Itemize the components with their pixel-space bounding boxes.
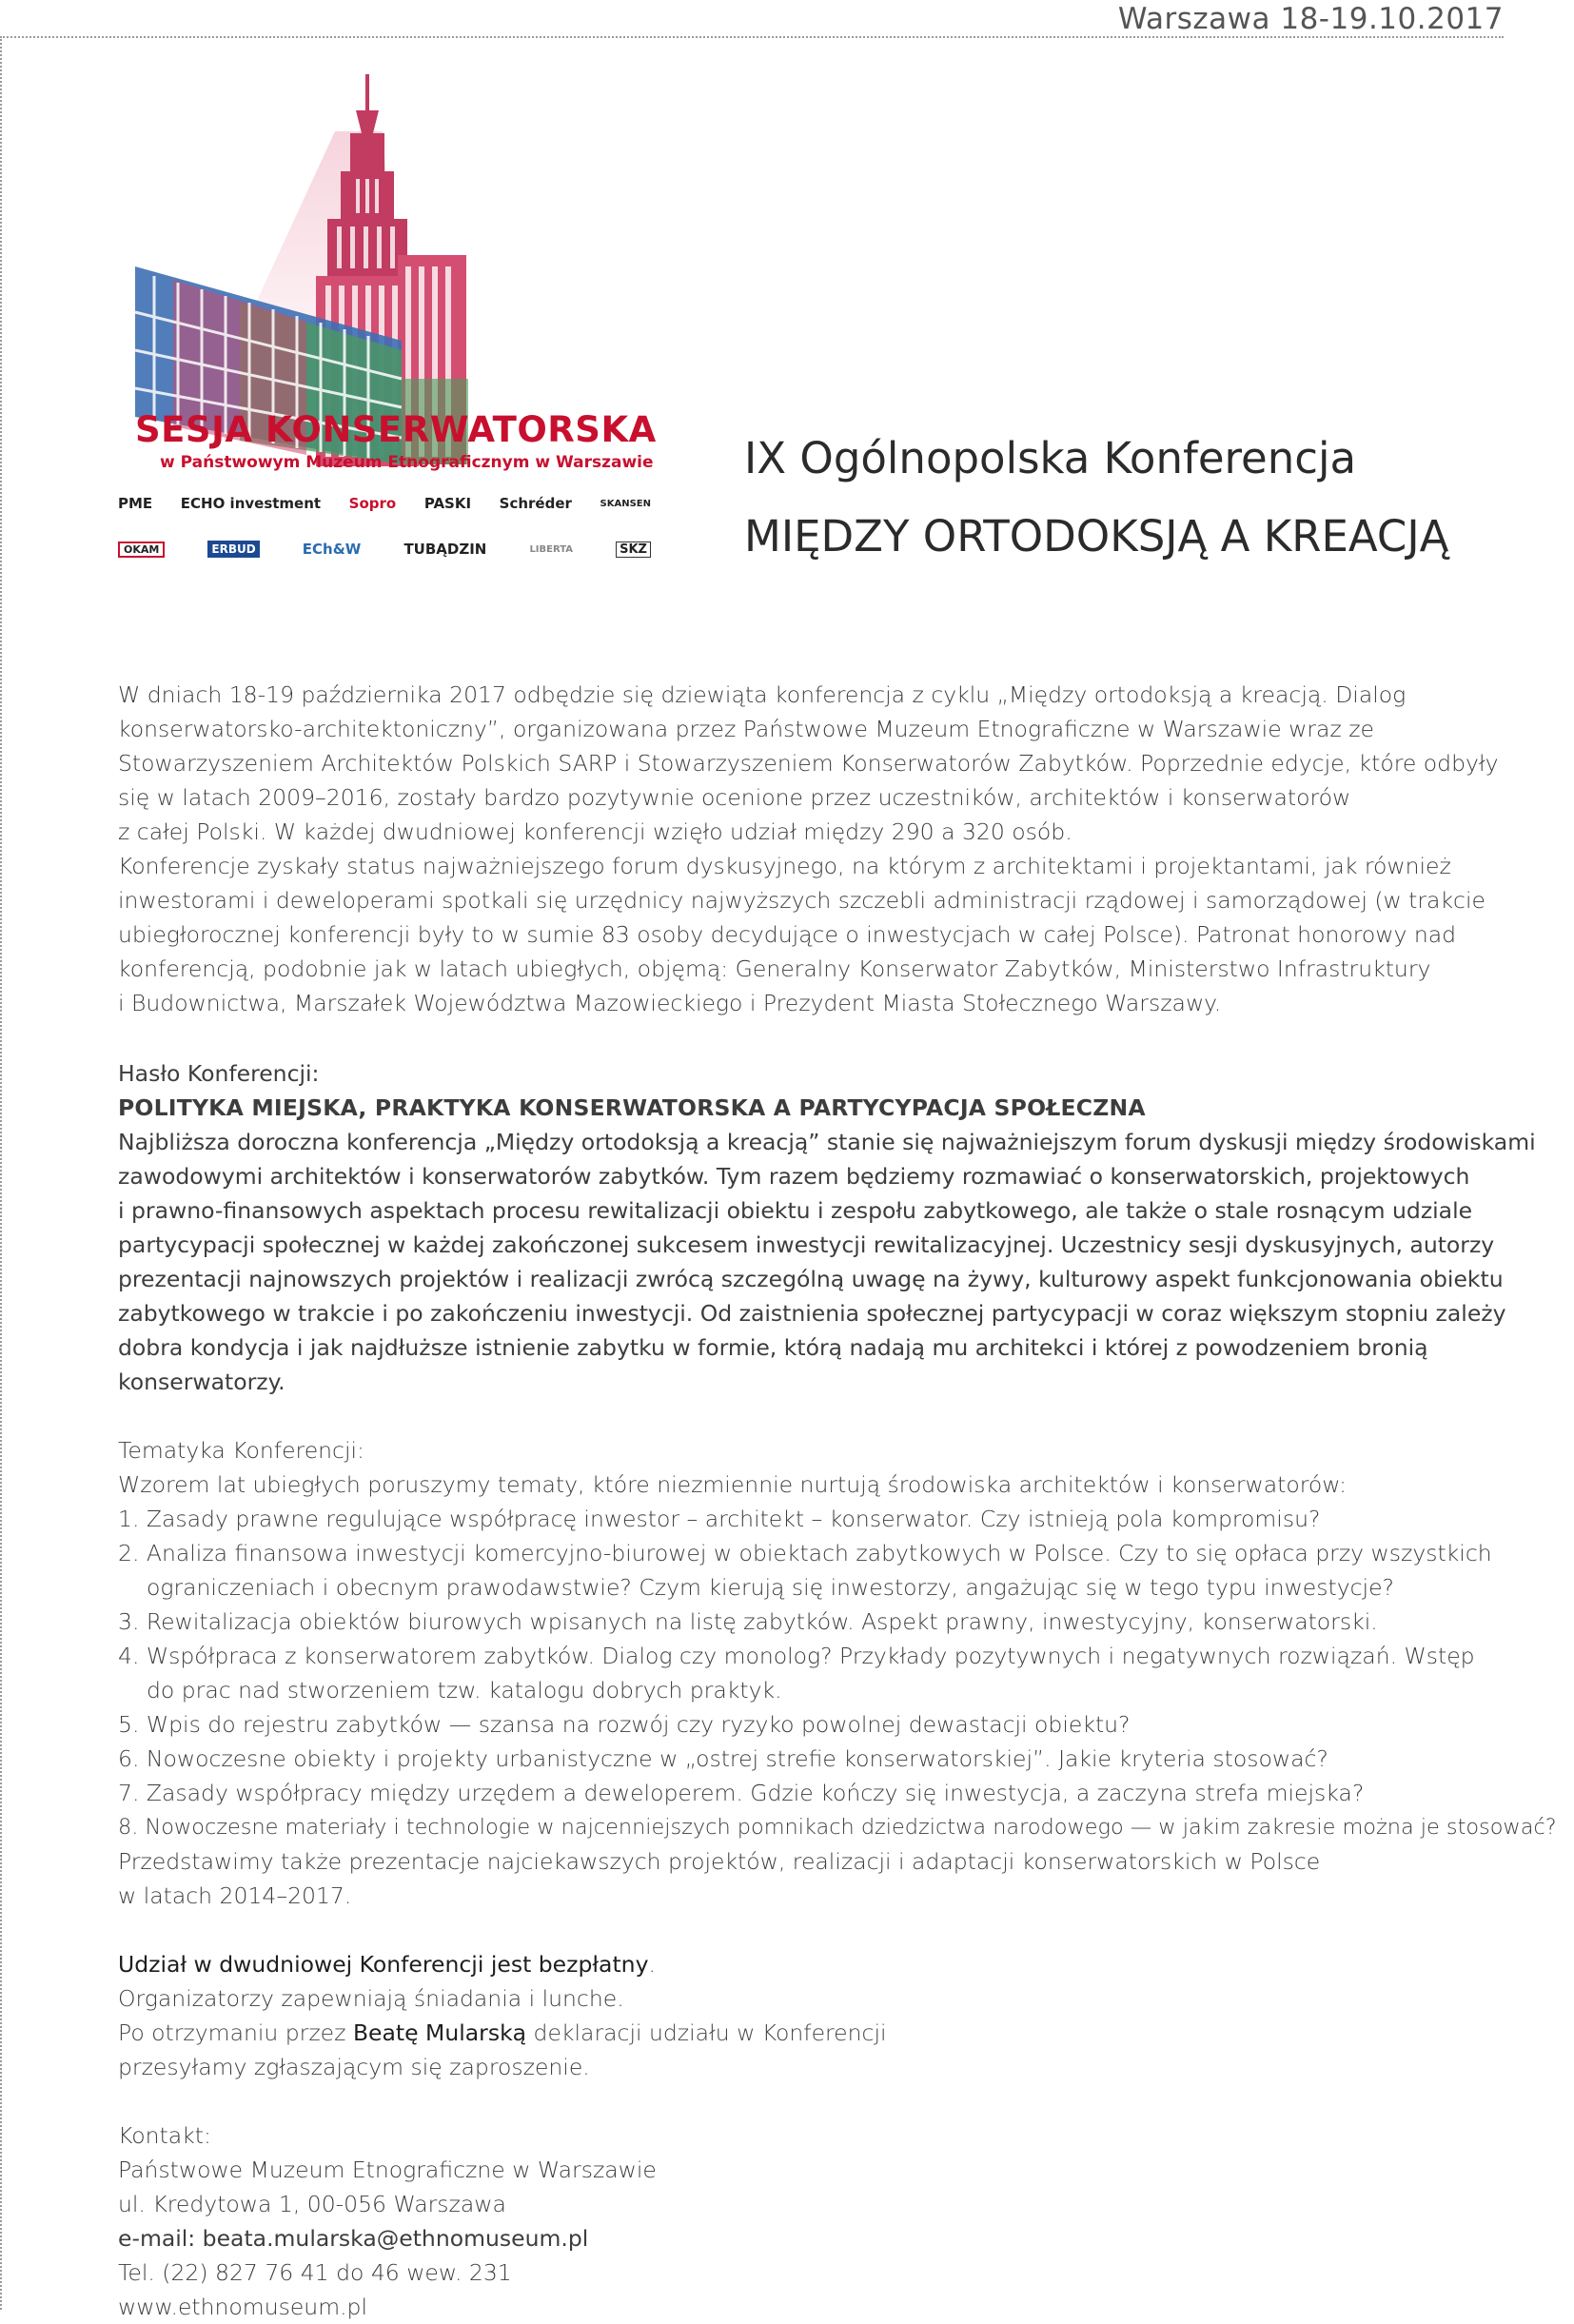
- text-line: z całej Polski. W każdej dwudniowej konferencji wzięło udział między 290 a 320 osób.: [118, 818, 1072, 845]
- contact-website-link[interactable]: www.ethnomuseum.pl: [118, 2294, 367, 2320]
- text-line: Organizatorzy zapewniają śniadania i lunche.: [118, 1985, 624, 2012]
- page-frame-top: [0, 36, 1504, 38]
- text-line: partycypacji społecznej w każdej zakończonej sukcesem inwestycji rewitalizacyjnej. Uczestnicy sesji dyskusyjnych, autorzy: [118, 1231, 1495, 1258]
- text-line: prezentacji najnowszych projektów i realizacji zwrócą szczególną uwagę na żywy, kulturowy aspekt funkcjonowania obiektu: [118, 1266, 1504, 1292]
- sponsor-logo: LIBERTA: [529, 543, 574, 555]
- date-line: Warszawa 18-19.10.2017: [1117, 2, 1504, 36]
- list-item: 5. Wpis do rejestru zabytków — szansa na rozwój czy ryzyko powolnej dewastacji obiektu?: [118, 1711, 1131, 1738]
- sponsor-logo: SKZ: [616, 542, 651, 558]
- text-line: w latach 2014–2017.: [118, 1882, 352, 1909]
- poster-subtitle: w Państwowym Muzeum Etnograficznym w Warszawie: [160, 453, 654, 472]
- sponsor-logo: ERBUD: [207, 541, 259, 558]
- text-line: i Budownictwa, Marszałek Województwa Mazowieckiego i Prezydent Miasta Stołecznego Warszawy.: [118, 990, 1222, 1016]
- motto-label: Hasło Konferencji:: [118, 1060, 320, 1087]
- topics-label: Tematyka Konferencji:: [118, 1437, 364, 1464]
- free-participation-dot: .: [648, 1951, 656, 1978]
- text-line: konserwatorzy.: [118, 1369, 285, 1395]
- contact-organization: Państwowe Muzeum Etnograficzne w Warszawie: [118, 2157, 657, 2183]
- document-body: [118, 678, 1555, 2324]
- sponsor-logo: Sopro: [348, 495, 397, 512]
- conference-title: IX Ogólnopolska Konferencja: [744, 433, 1357, 483]
- sponsor-logo: ECh&W: [302, 541, 362, 558]
- sponsor-logo: PME: [118, 495, 153, 512]
- text-line: Stowarzyszeniem Architektów Polskich SARP i Stowarzyszeniem Konserwatorów Zabytków. Poprzednie edycje, które odbyły: [118, 750, 1499, 777]
- sponsor-row-1: [118, 485, 651, 522]
- list-item: 1. Zasady prawne regulujące współpracę inwestor – architekt – konserwator. Czy istnieją pola kompromisu?: [118, 1506, 1321, 1532]
- contact-phone: Tel. (22) 827 76 41 do 46 wew. 231: [118, 2259, 512, 2286]
- text-line: dobra kondycja i jak najdłuższe istnienie zabytku w formie, którą nadają mu architekci i której z powodzeniem bronią: [118, 1334, 1428, 1361]
- list-item: 7. Zasady współpracy między urzędem a deweloperem. Gdzie kończy się inwestycja, a zaczyna strefa miejska?: [118, 1780, 1365, 1806]
- text-line: inwestorami i deweloperami spotkali się urzędnicy najwyższych szczebli administracji rządowej i samorządowej (w trakcie: [118, 887, 1485, 914]
- participation-section: [118, 1947, 1555, 2084]
- text-line: W dniach 18-19 października 2017 odbędzie się dziewiąta konferencja z cyklu „Między ortodoksją a kreacją. Dialog: [118, 681, 1407, 708]
- text-line: Najbliższa doroczna konferencja „Między ortodoksją a kreacją” stanie się najważniejszym forum dyskusji między środowiskami: [118, 1129, 1536, 1155]
- contact-person-name: Beatę Mularską: [352, 2019, 527, 2046]
- motto-section: [118, 1056, 1555, 1399]
- text-line: i prawno-finansowych aspektach procesu rewitalizacji obiektu i zespołu zabytkowego, ale także o stale rosnącym udziale: [118, 1197, 1473, 1224]
- motto-title: POLITYKA MIEJSKA, PRAKTYKA KONSERWATORSKA A PARTYCYPACJA SPOŁECZNA: [118, 1094, 1146, 1121]
- topics-intro: Wzorem lat ubiegłych poruszymy tematy, które niezmiennie nurtują środowiska architektów i konserwatorów:: [118, 1471, 1348, 1498]
- list-item: 8. Nowoczesne materiały i technologie w najcenniejszych pomnikach dziedzictwa narodowego — w jakim zakresie można je stosować?: [118, 1815, 1557, 1840]
- text-fragment: Po otrzymaniu przez: [118, 2019, 353, 2046]
- text-fragment: deklaracji udziału w Konferencji: [526, 2019, 887, 2046]
- sponsor-logo: ECHO investment: [180, 495, 322, 512]
- sponsor-logo: SKANSEN: [600, 498, 651, 509]
- contact-label: Kontakt:: [118, 2122, 211, 2149]
- sponsor-row-2: [118, 531, 651, 567]
- text-line: przesyłamy zgłaszającym się zaproszenie.: [118, 2054, 590, 2080]
- sponsor-logo: PASKI: [423, 495, 472, 512]
- text-line: Przedstawimy także prezentacje najciekawszych projektów, realizacji i adaptacji konserwatorskich w Polsce: [118, 1848, 1321, 1875]
- list-item: 4. Współpraca z konserwatorem zabytków. Dialog czy monolog? Przykłady pozytywnych i negatywnych rozwiązań. Wstęp do prac nad stworzeniem tzw. katalogu dobrych praktyk.: [118, 1643, 1475, 1704]
- contact-address: ul. Kredytowa 1, 00-056 Warszawa: [118, 2191, 506, 2217]
- text-line: konserwatorsko-architektoniczny”, organizowana przez Państwowe Muzeum Etnograficzne w Warszawie wraz ze: [118, 716, 1375, 742]
- text-line: zawodowymi architektów i konserwatorów zabytków. Tym razem będziemy rozmawiać o konserwatorskich, projektowych: [118, 1163, 1470, 1190]
- text-line: się w latach 2009–2016, zostały bardzo pozytywnie ocenione przez uczestników, architektów i konserwatorów: [118, 784, 1351, 811]
- text-line: ubiegłorocznej konferencji były to w sumie 83 osoby decydujące o inwestycjach w całej Polsce). Patronat honorowy nad: [118, 921, 1457, 948]
- list-item: 2. Analiza finansowa inwestycji komercyjno-biurowej w obiektach zabytkowych w Polsce. Czy to się opłaca przy wszystkich ograniczeniach i obecnym prawodawstwie? Czym kierują się inwestorzy, angażując się w tego typu inwestycje?: [118, 1540, 1492, 1601]
- sponsor-logo: Schréder: [499, 495, 572, 512]
- sponsor-logo: TUBĄDZIN: [403, 541, 487, 558]
- page-frame-left: [0, 36, 2, 2310]
- text-line: Konferencje zyskały status najważniejszego forum dyskusyjnego, na którym z architektami i projektantami, jak również: [118, 853, 1451, 879]
- intro-section: [118, 678, 1555, 1020]
- topics-section: [118, 1433, 1555, 1913]
- sponsor-logo: OKAM: [118, 542, 165, 558]
- free-participation-note: Udział w dwudniowej Konferencji jest bezpłatny: [118, 1951, 649, 1978]
- list-item: 6. Nowoczesne obiekty i projekty urbanistyczne w „ostrej strefie konserwatorskiej”. Jakie kryteria stosować?: [118, 1745, 1328, 1772]
- list-item: 3. Rewitalizacja obiektów biurowych wpisanych na listę zabytków. Aspekt prawny, inwestycyjny, konserwatorski.: [118, 1608, 1378, 1635]
- poster-title: SESJA KONSERWATORSKA: [135, 409, 657, 450]
- topics-list: [118, 1502, 1555, 1844]
- contact-section: [118, 2118, 1555, 2324]
- text-line: konferencją, podobnie jak w latach ubiegłych, objęmą: Generalny Konserwator Zabytków, Ministerstwo Infrastruktury: [118, 955, 1431, 982]
- text-line: zabytkowego w trakcie i po zakończeniu inwestycji. Od zaistnienia społecznej partycypacji w coraz większym stopniu zależy: [118, 1300, 1506, 1327]
- conference-subtitle: MIĘDZY ORTODOKSJĄ A KREACJĄ: [744, 511, 1449, 561]
- contact-email-link[interactable]: e-mail: beata.mularska@ethnomuseum.pl: [118, 2225, 589, 2252]
